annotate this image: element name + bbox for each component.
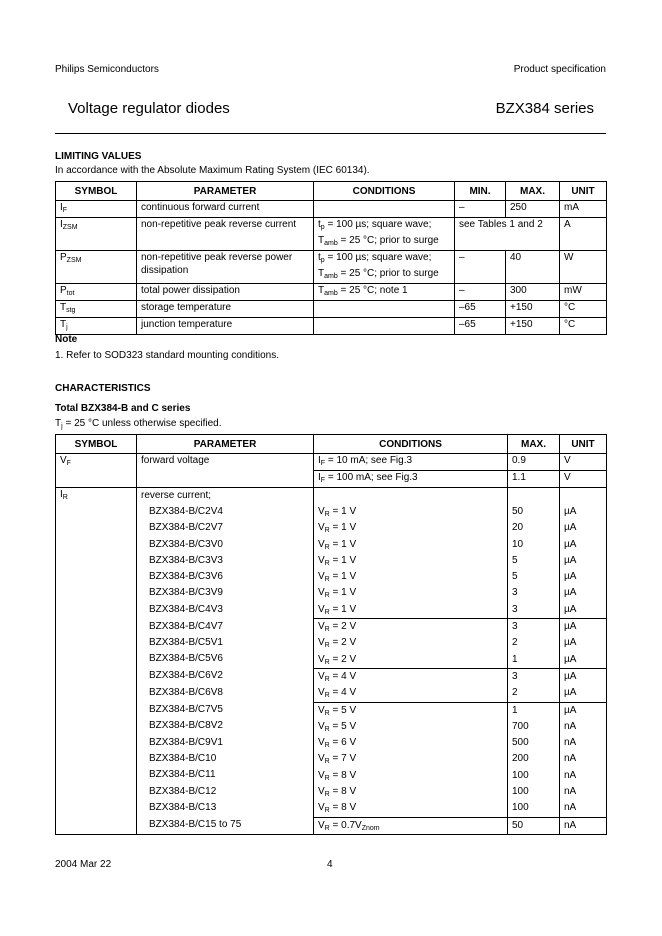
conditions <box>314 702 508 817</box>
device-type: BZX384-B/C13 <box>149 801 217 813</box>
parameter: reverse current; <box>137 488 314 505</box>
table-row <box>56 702 607 817</box>
parameter: forward voltage <box>137 454 314 488</box>
table-header-row <box>56 435 607 454</box>
device-type-cell <box>137 504 314 619</box>
reverse-voltage-condition: $V_R = 1$ V <box>318 522 357 535</box>
max-value-text: 100 <box>512 786 529 798</box>
table-row <box>56 301 607 318</box>
symbol-subscript: ZSM <box>66 257 82 264</box>
reverse-voltage-condition: $V_R = 1$ V <box>318 587 357 600</box>
column-header: UNIT <box>560 435 607 454</box>
column-header: SYMBOL <box>56 182 137 201</box>
device-type-cell <box>137 817 314 834</box>
max-value <box>508 619 560 669</box>
unit-text: µA <box>564 554 577 566</box>
conditions: $I_F = 100$ mA; see Fig.3 <box>314 471 508 488</box>
column-header: MAX. <box>506 182 560 201</box>
min-value: see Tables 1 and 2 <box>455 218 560 251</box>
symbol-cell-empty <box>56 668 137 702</box>
symbol: V <box>60 455 67 466</box>
min-value: – <box>455 251 506 284</box>
table-row <box>56 668 607 702</box>
footer-date: 2004 Mar 22 <box>55 859 112 870</box>
conditions <box>314 318 455 335</box>
max-value-text: 3 <box>512 621 518 633</box>
conditions <box>314 817 508 834</box>
unit: A <box>560 218 607 251</box>
max-value: 0.9 <box>508 454 560 471</box>
device-type: BZX384-B/C4V7 <box>149 620 223 632</box>
symbol: I <box>60 202 63 213</box>
column-header: SYMBOL <box>56 435 137 454</box>
table-row <box>56 504 607 619</box>
device-type: BZX384-B/C5V6 <box>149 653 223 665</box>
symbol: P <box>60 285 67 296</box>
device-type: BZX384-B/C6V8 <box>149 686 223 698</box>
unit <box>560 619 607 669</box>
min-value: – <box>455 284 506 301</box>
reverse-voltage-condition: $V_R = 6$ V <box>318 737 357 750</box>
characteristics-table <box>55 434 607 835</box>
unit-text: µA <box>564 522 577 534</box>
unit: V <box>560 454 607 471</box>
max-value: +150 <box>506 301 560 318</box>
symbol-cell-empty <box>56 504 137 619</box>
max-value: 250 <box>506 201 560 218</box>
parameter: storage temperature <box>137 301 314 318</box>
company-name: Philips Semiconductors <box>55 64 159 75</box>
limiting-values-heading: LIMITING VALUES <box>55 151 142 162</box>
symbol-subscript: stg <box>66 307 76 314</box>
unit: °C <box>560 318 607 335</box>
parameter: junction temperature <box>137 318 314 335</box>
max-value <box>508 668 560 702</box>
table-row <box>56 201 607 218</box>
unit: °C <box>560 301 607 318</box>
parameter: continuous forward current <box>137 201 314 218</box>
max-value-text: 700 <box>512 720 529 732</box>
column-header: MAX. <box>508 435 560 454</box>
column-header: UNIT <box>560 182 607 201</box>
table-row <box>56 251 607 284</box>
min-value: –65 <box>455 301 506 318</box>
device-type: BZX384-B/C3V6 <box>149 571 223 583</box>
page-number: 4 <box>327 859 333 870</box>
reverse-voltage-condition: $V_R = 4$ V <box>318 670 357 683</box>
unit-text: µA <box>564 571 577 583</box>
conditions <box>314 619 508 669</box>
max-value-text: 3 <box>512 603 518 615</box>
table-row <box>56 218 607 251</box>
unit: mW <box>560 284 607 301</box>
table-header-row <box>56 182 607 201</box>
min-value: – <box>455 201 506 218</box>
symbol-cell-empty <box>56 619 137 669</box>
max-value-text: 2 <box>512 637 518 649</box>
series-name: BZX384 series <box>495 100 594 117</box>
unit <box>560 817 607 834</box>
max-value-text: 2 <box>512 687 518 699</box>
reverse-voltage-condition: $V_R = 0.7V_{Znom}$ <box>318 819 380 832</box>
characteristics-conditions: $T_j = 25$ °C unless otherwise specified. <box>55 418 222 430</box>
max-value: 300 <box>506 284 560 301</box>
device-type: BZX384-B/C15 to 75 <box>149 819 242 831</box>
limiting-values-intro: In accordance with the Absolute Maximum Rating System (IEC 60134). <box>55 165 370 176</box>
characteristics-heading: CHARACTERISTICS <box>55 383 151 394</box>
reverse-voltage-condition: $V_R = 2$ V <box>318 653 357 666</box>
symbol-subscript: F <box>66 460 71 467</box>
reverse-voltage-condition: $V_R = 1$ V <box>318 506 357 518</box>
unit-text: µA <box>564 637 577 649</box>
symbol-subscript: R <box>62 494 68 501</box>
symbol: P <box>60 252 67 263</box>
page-title: Voltage regulator diodes <box>68 100 230 117</box>
reverse-voltage-condition: $V_R = 7$ V <box>318 753 357 766</box>
max-value <box>508 817 560 834</box>
device-type: BZX384-B/C6V2 <box>149 670 223 682</box>
max-value-text: 50 <box>512 506 524 517</box>
unit-text: µA <box>564 687 577 699</box>
device-type: BZX384-B/C3V3 <box>149 554 223 566</box>
device-type-cell <box>137 702 314 817</box>
symbol-cell-empty <box>56 702 137 817</box>
unit-text: nA <box>564 819 577 831</box>
device-type: BZX384-B/C9V1 <box>149 736 223 748</box>
unit-text: nA <box>564 802 577 814</box>
max-value-text: 10 <box>512 538 524 550</box>
device-type: BZX384-B/C3V9 <box>149 587 223 599</box>
reverse-voltage-condition: $V_R = 8$ V <box>318 802 357 815</box>
max-value-text: 3 <box>512 587 518 599</box>
max-value-text: 100 <box>512 802 529 814</box>
limiting-values-table <box>55 181 607 335</box>
symbol-subscript: F <box>62 207 68 214</box>
unit-text: nA <box>564 737 577 749</box>
table-row <box>56 318 607 335</box>
device-type: BZX384-B/C11 <box>149 769 216 781</box>
table-row <box>56 817 607 834</box>
reverse-voltage-condition: $V_R = 1$ V <box>318 554 357 567</box>
symbol: T <box>60 302 67 313</box>
table-row <box>56 284 607 301</box>
max-value <box>508 504 560 619</box>
device-type: BZX384-B/C5V1 <box>149 636 223 648</box>
conditions <box>314 301 455 318</box>
max-value-text: 3 <box>512 670 518 682</box>
column-header: CONDITIONS <box>314 435 508 454</box>
unit <box>560 668 607 702</box>
unit-text: µA <box>564 538 577 550</box>
reverse-voltage-condition: $V_R = 2$ V <box>318 621 357 634</box>
max-value-text: 200 <box>512 753 529 765</box>
document-type: Product specification <box>513 64 606 75</box>
unit: mA <box>560 201 607 218</box>
conditions: $t_p = 100$ µs; square wave; $T_{amb} = 25$ °C; prior to surge <box>314 251 455 284</box>
conditions <box>314 668 508 702</box>
reverse-voltage-condition: $V_R = 8$ V <box>318 769 357 782</box>
device-type-cell <box>137 668 314 702</box>
column-header: PARAMETER <box>137 435 314 454</box>
unit <box>560 504 607 619</box>
max-value <box>508 702 560 817</box>
device-type: BZX384-B/C3V0 <box>149 538 223 550</box>
max-value-text: 5 <box>512 554 518 566</box>
unit-text: µA <box>564 621 577 633</box>
conditions <box>314 504 508 619</box>
table-row <box>56 619 607 669</box>
column-header: PARAMETER <box>137 182 314 201</box>
max-value-text: 1 <box>512 704 518 716</box>
reverse-voltage-condition: $V_R = 4$ V <box>318 687 357 700</box>
min-value: –65 <box>455 318 506 335</box>
max-value-text: 100 <box>512 769 529 781</box>
unit-text: nA <box>564 753 577 765</box>
symbol-cell-empty <box>56 817 137 834</box>
device-type-cell <box>137 619 314 669</box>
unit-text: nA <box>564 769 577 781</box>
device-type: BZX384-B/C10 <box>149 752 217 764</box>
symbol-subscript: ZSM <box>62 224 78 231</box>
unit: V <box>560 471 607 488</box>
symbol-subscript: tot <box>66 290 75 297</box>
max-value: +150 <box>506 318 560 335</box>
unit-text: µA <box>564 587 577 599</box>
device-type: BZX384-B/C2V4 <box>149 506 223 517</box>
max-value-text: 1 <box>512 653 518 665</box>
max-value-text: 5 <box>512 571 518 583</box>
characteristics-subheading: Total BZX384-B and C series <box>55 403 191 414</box>
parameter: non-repetitive peak reverse power dissipation <box>137 251 314 284</box>
reverse-voltage-condition: $V_R = 1$ V <box>318 538 357 551</box>
conditions: $t_p = 100$ µs; square wave; $T_{amb} = 25$ °C; prior to surge <box>314 218 455 251</box>
unit-text: µA <box>564 506 577 517</box>
symbol: I <box>60 489 63 500</box>
column-header: MIN. <box>455 182 506 201</box>
device-type: BZX384-B/C8V2 <box>149 720 223 732</box>
parameter: non-repetitive peak reverse current <box>137 218 314 251</box>
unit-text: µA <box>564 670 577 682</box>
column-header: CONDITIONS <box>314 182 455 201</box>
reverse-voltage-condition: $V_R = 5$ V <box>318 704 357 717</box>
max-value: 1.1 <box>508 471 560 488</box>
symbol-subscript: j <box>66 324 68 331</box>
unit-text: µA <box>564 653 577 665</box>
reverse-voltage-condition: $V_R = 5$ V <box>318 720 357 733</box>
unit-text: µA <box>564 704 577 716</box>
max-value-text: 50 <box>512 819 524 831</box>
device-type: BZX384-B/C2V7 <box>149 522 223 534</box>
parameter: total power dissipation <box>137 284 314 301</box>
note-text: 1. Refer to SOD323 standard mounting conditions. <box>55 350 280 361</box>
header-divider <box>55 133 606 134</box>
reverse-voltage-condition: $V_R = 1$ V <box>318 603 357 616</box>
unit-text: nA <box>564 786 577 798</box>
unit <box>560 702 607 817</box>
device-type: BZX384-B/C4V3 <box>149 603 223 615</box>
table-row <box>56 488 607 505</box>
unit-text: µA <box>564 603 577 615</box>
table-row <box>56 454 607 471</box>
max-value-text: 500 <box>512 737 529 749</box>
device-type: BZX384-B/C7V5 <box>149 704 223 716</box>
reverse-voltage-condition: $V_R = 8$ V <box>318 786 357 799</box>
reverse-voltage-condition: $V_R = 1$ V <box>318 571 357 584</box>
reverse-voltage-condition: $V_R = 2$ V <box>318 637 357 650</box>
unit-text: nA <box>564 720 577 732</box>
max-value: 40 <box>506 251 560 284</box>
note-heading: Note <box>55 334 78 345</box>
conditions: $T_{amb} = 25$ °C; note 1 <box>314 284 455 301</box>
device-type: BZX384-B/C12 <box>149 785 217 797</box>
symbol: I <box>60 219 63 230</box>
conditions <box>314 201 455 218</box>
max-value-text: 20 <box>512 522 524 534</box>
conditions: $I_F = 10$ mA; see Fig.3 <box>314 454 508 471</box>
symbol: T <box>60 319 67 330</box>
unit: W <box>560 251 607 284</box>
